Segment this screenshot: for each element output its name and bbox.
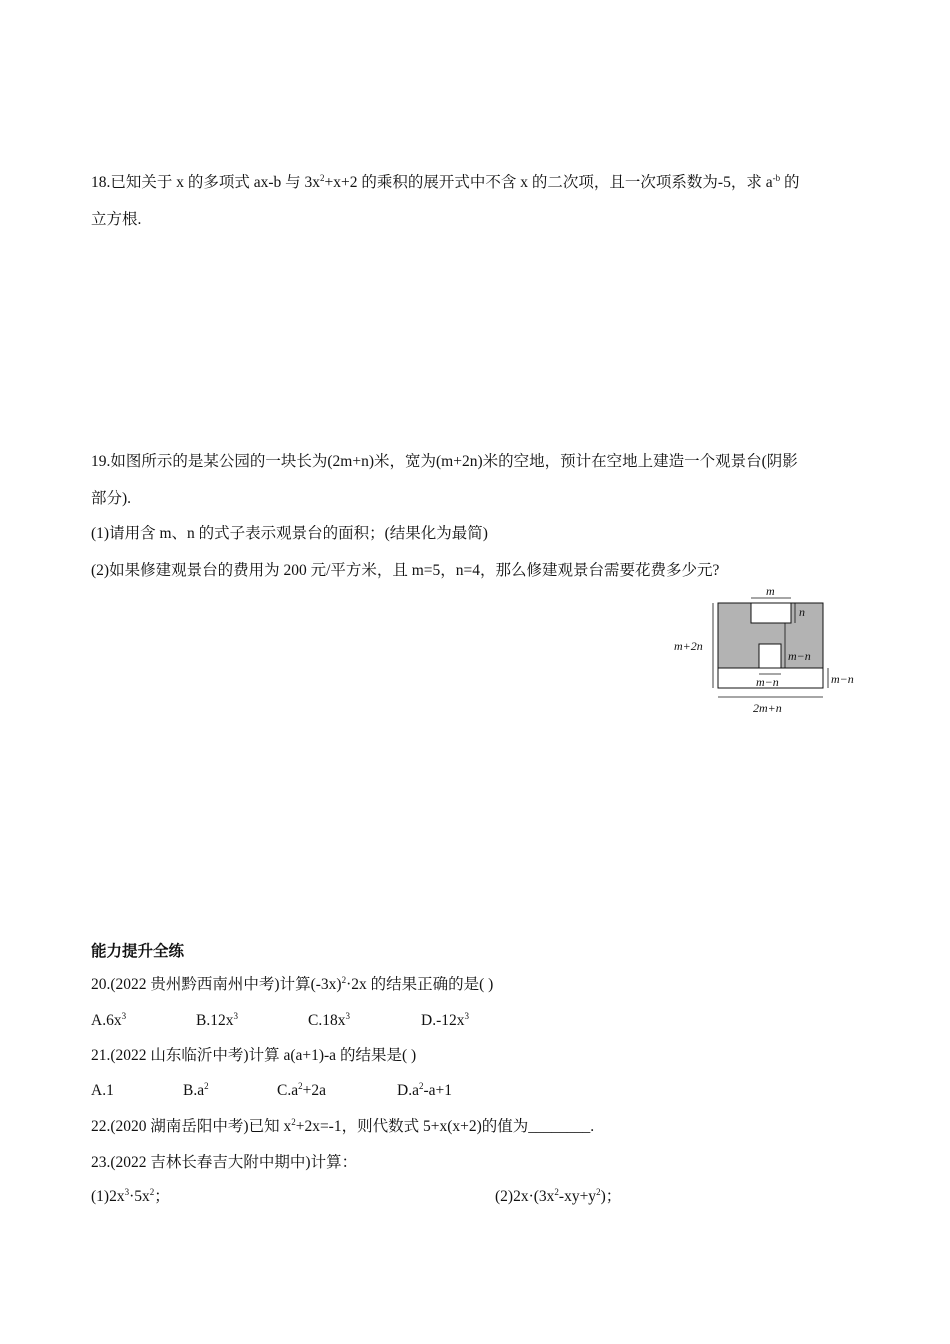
q20-option-c: $C.18x^3$ [308, 1011, 350, 1029]
label-width: 2m+n [753, 701, 782, 715]
q21-option-d: $D.a^2-a+1$ [397, 1081, 452, 1099]
q18-text-c: 的 [780, 174, 800, 191]
q20-options [91, 1011, 591, 1031]
q22-stem [91, 1117, 594, 1137]
q22-stem-a: 22.(2020 湖南岳阳中考)已知 x [91, 1118, 292, 1135]
q18-sup-1: 2 [320, 173, 325, 183]
label-m-minus-n-bottom: m−n [756, 675, 779, 689]
inner-cutout [759, 644, 781, 668]
q18-text-b: +x+2 的乘积的展开式中不含 x 的二次项，且一次项系数为-5，求 a [324, 174, 773, 191]
q20-stem-b: ·2x 的结果正确的是( ) [346, 976, 494, 993]
q21-options [91, 1081, 591, 1101]
label-height: m+2n [674, 639, 703, 653]
q18-text-a: 18.已知关于 x 的多项式 ax-b 与 3x [91, 174, 321, 191]
q22-stem-sup: 2 [291, 1117, 296, 1127]
label-m-minus-n-outer: m−n [831, 672, 854, 686]
q23-part-2: $(2)2x\cdot(3x^2-xy+y^2)$； [495, 1187, 622, 1205]
label-m-minus-n-right: m−n [788, 649, 811, 663]
q22-stem-b: +2x=-1，则代数式 5+x(x+2)的值为________. [295, 1118, 595, 1135]
q19-sub-1: (1)请用含 m、n 的式子表示观景台的面积；(结果化为最简) [91, 525, 488, 542]
q20-stem-a: 20.(2022 贵州黔西南州中考)计算(-3x) [91, 976, 342, 993]
q19-line-1: 19.如图所示的是某公园的一块长为(2m+n)米，宽为(m+2n)米的空地，预计在空地上建造一个观景台(阴影 [91, 453, 798, 470]
q18-sup-2: -b [772, 173, 781, 183]
label-m: m [766, 584, 775, 598]
top-cutout [751, 603, 791, 623]
q18-line-2: 立方根. [91, 211, 142, 228]
q20-option-b: $B.12x^3$ [196, 1011, 238, 1029]
section-title: 能力提升全练 [91, 943, 185, 960]
q20-stem [91, 975, 493, 995]
q23-stem: 23.(2022 吉林长春吉大附中期中)计算： [91, 1154, 358, 1171]
q21-option-a: A.1 [91, 1082, 114, 1099]
q20-stem-sup: 2 [341, 975, 347, 985]
observation-deck-figure [668, 584, 868, 722]
q18-line-1 [91, 173, 799, 193]
q23-part-1: $(1)2x^3\cdot 5x^2$； [91, 1187, 170, 1205]
q21-option-c: $C.a^2+2a$ [277, 1081, 326, 1099]
q20-option-a: $A.6x^3$ [91, 1011, 127, 1029]
q20-option-d: $D.-12x^3$ [421, 1011, 469, 1029]
q21-stem: 21.(2022 山东临沂中考)计算 a(a+1)-a 的结果是( ) [91, 1047, 417, 1064]
q21-option-b: $B.a^2$ [183, 1081, 209, 1099]
label-n: n [799, 605, 805, 619]
q19-sub-2: (2)如果修建观景台的费用为 200 元/平方米，且 m=5，n=4，那么修建观景台需要花费多少元? [91, 562, 720, 579]
q19-line-2: 部分). [91, 490, 132, 507]
